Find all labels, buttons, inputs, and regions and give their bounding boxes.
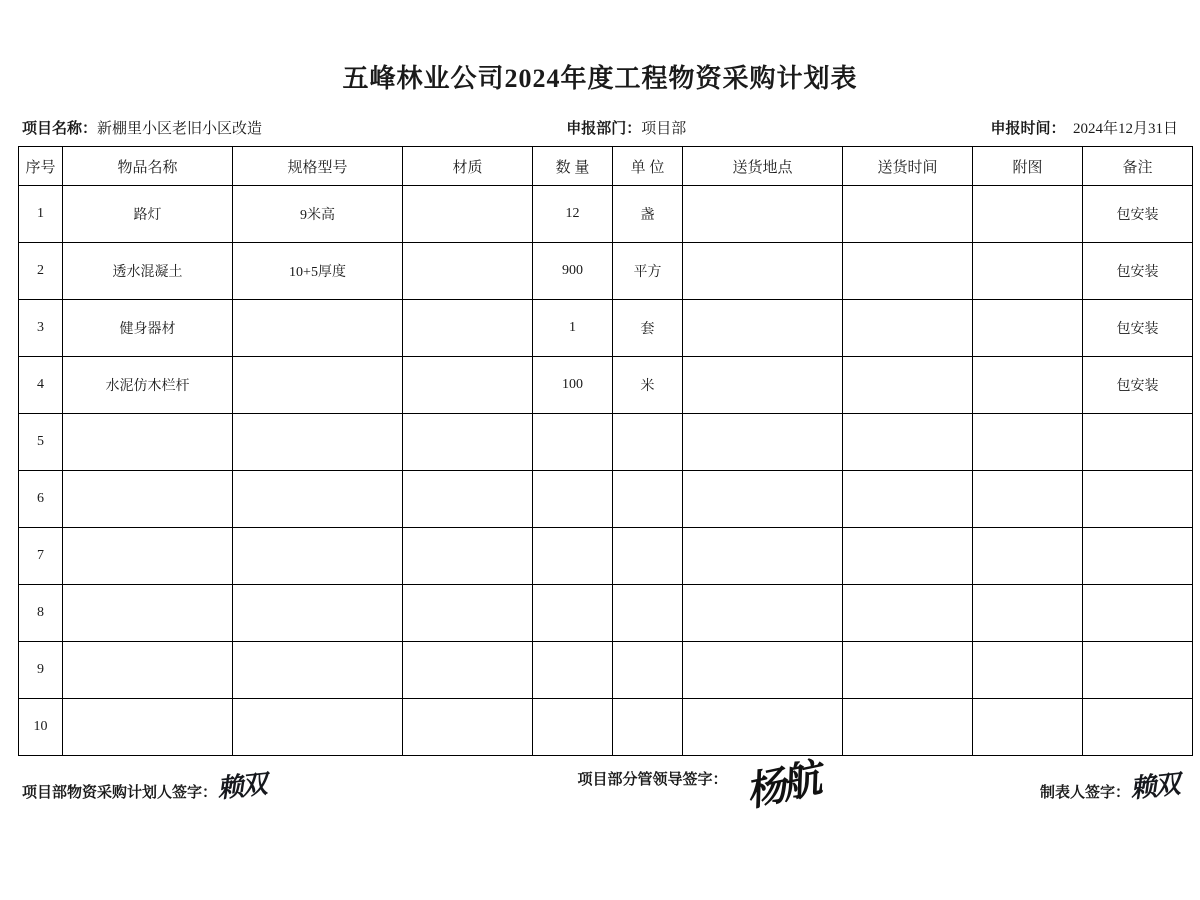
cell-quantity: 1 (533, 300, 613, 357)
cell-note: 包安装 (1083, 357, 1193, 414)
column-header-seq: 序号 (19, 147, 63, 186)
column-header-material: 材质 (403, 147, 533, 186)
cell-spec (233, 300, 403, 357)
cell-delivery-place (683, 585, 843, 642)
cell-spec: 9米高 (233, 186, 403, 243)
cell-name (63, 642, 233, 699)
cell-delivery-place (683, 300, 843, 357)
planner-signature-label: 项目部物资采购计划人签字： (22, 785, 218, 801)
leader-signature-field (265, 754, 1040, 816)
column-header-name: 物品名称 (63, 147, 233, 186)
column-header-delivery-place: 送货地点 (683, 147, 843, 186)
cell-quantity: 900 (533, 243, 613, 300)
table-header-row (19, 147, 1193, 186)
column-header-spec: 规格型号 (233, 147, 403, 186)
cell-figure (973, 414, 1083, 471)
cell-spec (233, 699, 403, 756)
cell-quantity (533, 642, 613, 699)
cell-delivery-place (683, 357, 843, 414)
cell-spec: 10+5厚度 (233, 243, 403, 300)
cell-note (1083, 585, 1193, 642)
cell-figure (973, 357, 1083, 414)
cell-delivery-place (683, 642, 843, 699)
table-row[interactable] (19, 243, 1193, 300)
table-row[interactable] (19, 642, 1193, 699)
cell-name (63, 414, 233, 471)
department-label: 申报部门： (566, 121, 642, 137)
cell-figure (973, 528, 1083, 585)
cell-figure (973, 300, 1083, 357)
cell-delivery-time (843, 186, 973, 243)
cell-unit: 盏 (613, 186, 683, 243)
planner-signature-mark: 赖双 (215, 769, 267, 805)
table-row[interactable] (19, 357, 1193, 414)
cell-name (63, 585, 233, 642)
cell-material (403, 528, 533, 585)
table-row[interactable] (19, 414, 1193, 471)
cell-material (403, 300, 533, 357)
cell-seq: 6 (19, 471, 63, 528)
column-header-quantity: 数 量 (533, 147, 613, 186)
table-row[interactable] (19, 186, 1193, 243)
cell-seq: 7 (19, 528, 63, 585)
cell-unit (613, 528, 683, 585)
cell-material (403, 243, 533, 300)
cell-figure (973, 471, 1083, 528)
cell-delivery-place (683, 699, 843, 756)
cell-delivery-time (843, 642, 973, 699)
table-row[interactable] (19, 699, 1193, 756)
table-row[interactable] (19, 585, 1193, 642)
cell-delivery-time (843, 528, 973, 585)
cell-material (403, 186, 533, 243)
cell-figure (973, 243, 1083, 300)
cell-spec (233, 528, 403, 585)
table-row[interactable] (19, 471, 1193, 528)
cell-seq: 5 (19, 414, 63, 471)
cell-seq: 1 (19, 186, 63, 243)
apply-date-label: 申报时间： (990, 121, 1066, 137)
cell-quantity (533, 585, 613, 642)
cell-name (63, 528, 233, 585)
procurement-table (18, 146, 1193, 756)
cell-seq: 8 (19, 585, 63, 642)
apply-date-value: 2024年12月31日 (1072, 121, 1178, 137)
cell-material (403, 357, 533, 414)
department-field (262, 117, 990, 138)
cell-quantity: 100 (533, 357, 613, 414)
cell-unit (613, 471, 683, 528)
cell-note (1083, 528, 1193, 585)
cell-unit (613, 699, 683, 756)
cell-note (1083, 642, 1193, 699)
column-header-note: 备注 (1083, 147, 1193, 186)
cell-unit (613, 414, 683, 471)
cell-seq: 9 (19, 642, 63, 699)
column-header-figure: 附图 (973, 147, 1083, 186)
cell-quantity (533, 471, 613, 528)
meta-row (18, 117, 1182, 138)
cell-unit: 平方 (613, 243, 683, 300)
cell-delivery-time (843, 300, 973, 357)
cell-name: 水泥仿木栏杆 (63, 357, 233, 414)
cell-figure (973, 642, 1083, 699)
column-header-delivery-time: 送货时间 (843, 147, 973, 186)
cell-figure (973, 186, 1083, 243)
cell-note (1083, 471, 1193, 528)
cell-quantity (533, 414, 613, 471)
cell-seq: 10 (19, 699, 63, 756)
cell-quantity: 12 (533, 186, 613, 243)
cell-name (63, 471, 233, 528)
cell-delivery-place (683, 528, 843, 585)
cell-note: 包安装 (1083, 300, 1193, 357)
planner-signature-field (22, 768, 265, 805)
cell-delivery-time (843, 357, 973, 414)
department-value: 项目部 (641, 121, 687, 137)
cell-name: 路灯 (63, 186, 233, 243)
cell-spec (233, 357, 403, 414)
cell-delivery-place (683, 243, 843, 300)
project-name-value: 新棚里小区老旧小区改造 (97, 121, 263, 137)
cell-delivery-place (683, 471, 843, 528)
cell-figure (973, 585, 1083, 642)
maker-signature-field (1040, 768, 1178, 805)
cell-delivery-time (843, 243, 973, 300)
cell-delivery-time (843, 414, 973, 471)
cell-spec (233, 642, 403, 699)
cell-quantity (533, 528, 613, 585)
cell-note (1083, 414, 1193, 471)
cell-seq: 2 (19, 243, 63, 300)
leader-signature-label: 项目部分管领导签字： (577, 772, 728, 788)
table-row[interactable] (19, 528, 1193, 585)
cell-note: 包安装 (1083, 186, 1193, 243)
table-body (19, 186, 1193, 756)
cell-seq: 3 (19, 300, 63, 357)
cell-figure (973, 699, 1083, 756)
cell-name: 透水混凝土 (63, 243, 233, 300)
cell-delivery-time (843, 471, 973, 528)
cell-delivery-time (843, 699, 973, 756)
cell-material (403, 642, 533, 699)
cell-unit (613, 585, 683, 642)
cell-unit: 米 (613, 357, 683, 414)
cell-material (403, 414, 533, 471)
signature-row (18, 754, 1182, 816)
cell-seq: 4 (19, 357, 63, 414)
cell-name: 健身器材 (63, 300, 233, 357)
cell-quantity (533, 699, 613, 756)
cell-note: 包安装 (1083, 243, 1193, 300)
cell-spec (233, 471, 403, 528)
cell-name (63, 699, 233, 756)
project-name-field (22, 117, 262, 138)
page-title: 五峰林业公司2024年度工程物资采购计划表 (342, 64, 858, 93)
cell-delivery-time (843, 585, 973, 642)
document-page (0, 58, 1200, 900)
cell-material (403, 585, 533, 642)
cell-delivery-place (683, 186, 843, 243)
cell-unit: 套 (613, 300, 683, 357)
cell-unit (613, 642, 683, 699)
maker-signature-mark: 赖双 (1128, 769, 1180, 805)
cell-delivery-place (683, 414, 843, 471)
cell-material (403, 699, 533, 756)
maker-signature-label: 制表人签字： (1039, 785, 1130, 801)
cell-spec (233, 585, 403, 642)
column-header-unit: 单 位 (613, 147, 683, 186)
leader-signature-mark: 杨航 (742, 754, 823, 816)
cell-note (1083, 699, 1193, 756)
cell-material (403, 471, 533, 528)
apply-date-field (990, 117, 1178, 138)
project-name-label: 项目名称： (22, 121, 98, 137)
cell-spec (233, 414, 403, 471)
table-row[interactable] (19, 300, 1193, 357)
